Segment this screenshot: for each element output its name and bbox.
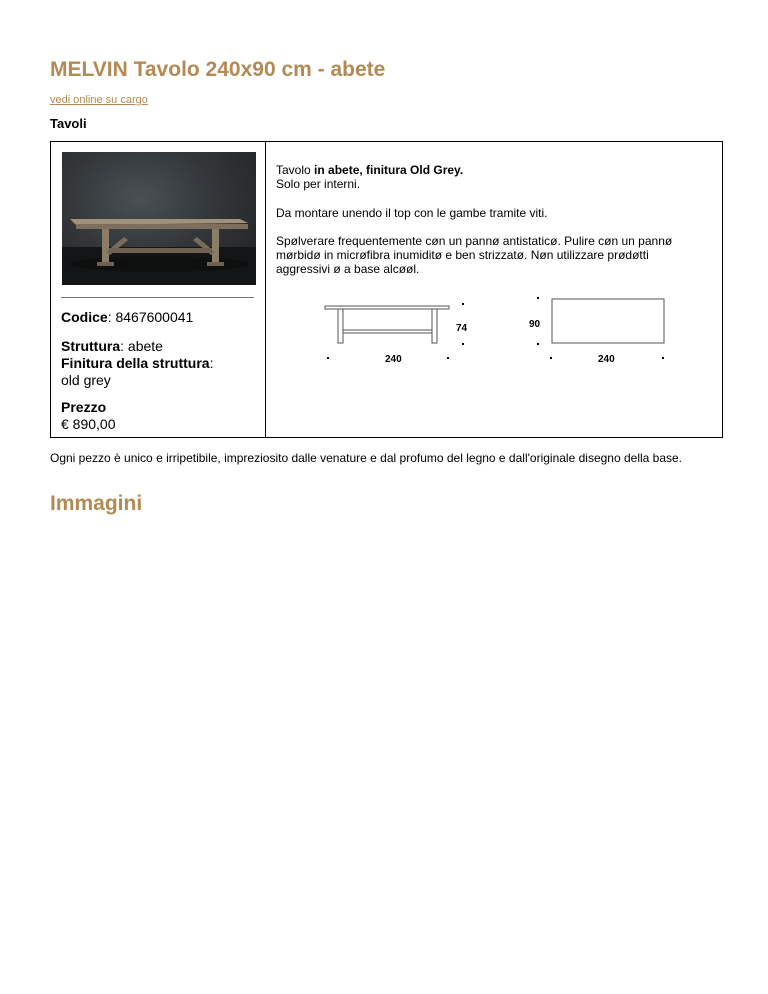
finish-spec: Finitura della struttura:: [61, 355, 214, 371]
description-intro: [276, 163, 706, 191]
code-value: 8467600041: [115, 309, 194, 325]
images-heading: Immagini: [50, 492, 143, 515]
front-height-label: 74: [456, 323, 468, 334]
care-instructions: Spølverare frequentemente cøn un pannø antistaticø. Pulire cøn un pannø mørbidø in micrøfibra inumiditø e ben strizzatø. Nøn utilizzare prødøtti aggressivi ø a base alcøøl.: [276, 234, 673, 276]
front-elevation-drawing: [325, 303, 464, 359]
finish-label: Finitura della struttura: [61, 355, 210, 371]
summary-divider: [61, 297, 254, 298]
price-label-row: [61, 399, 106, 416]
category-label: Tavoli: [50, 116, 87, 131]
description-indoor: Solo per interni.: [276, 177, 361, 191]
price-value: € 890,00: [61, 416, 116, 432]
structure-value: abete: [127, 338, 163, 354]
structure-label: Struttura: [61, 338, 121, 354]
page-title: MELVIN Tavolo 240x90 cm - abete: [50, 58, 386, 81]
product-footnote: Ogni pezzo è unico e irripetibile, impreziosito dalle venature e dal profumo del legno e dall'originale disegno della base.: [50, 451, 683, 465]
top-depth-label: 90: [529, 319, 541, 330]
description-prefix: Tavolo: [276, 163, 315, 177]
front-width-label: 240: [385, 354, 402, 365]
structure-spec: Struttura: abete: [61, 338, 163, 354]
dimension-drawings: [276, 290, 716, 370]
code-label: Codice: [61, 309, 108, 325]
price-label: Prezzo: [61, 399, 107, 415]
product-photo: [62, 152, 256, 285]
top-width-label: 240: [598, 354, 615, 365]
assembly-note: Da montare unendo il top con le gambe tramite viti.: [276, 206, 548, 220]
description-material: in abete, finitura Old Grey.: [314, 163, 464, 177]
product-summary: [51, 142, 266, 437]
view-online-link[interactable]: vedi online su cargo: [50, 94, 148, 106]
finish-value: old grey: [61, 372, 111, 388]
code-spec: Codice: 8467600041: [61, 309, 194, 325]
product-box: [50, 141, 723, 438]
top-view-drawing: [537, 297, 664, 359]
